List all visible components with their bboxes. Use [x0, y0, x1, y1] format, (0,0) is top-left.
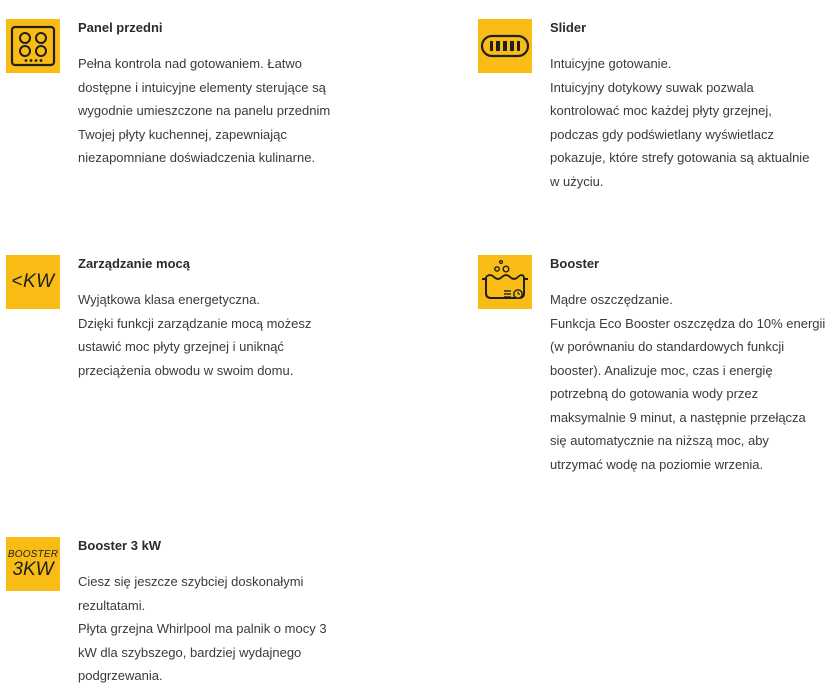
power-management-icon [6, 255, 60, 309]
feature-text [78, 19, 330, 170]
feature-description-line: Intuicyjny dotykowy suwak pozwala [550, 79, 754, 95]
slider-icon [478, 19, 532, 73]
feature-title: Booster [550, 256, 600, 271]
booster-icon-top-text: BOOSTER [7, 548, 59, 560]
feature-description-line: utrzymać wodę na poziomie wrzenia. [550, 456, 764, 472]
feature-description-line: niezapomniane doświadczenia kulinarne. [78, 150, 316, 165]
booster-3kw-icon-label [8, 550, 58, 579]
feature-description-line: potrzebną do gotowania wody przez [550, 386, 759, 401]
feature-text [550, 19, 809, 193]
feature-description-line: kW dla szybszego, bardziej wydajnego [78, 644, 302, 660]
feature-description-line: booster). Analizuje moc, czas i energię [550, 362, 773, 378]
feature-title: Zarządzanie mocą [78, 256, 190, 271]
feature-title: Panel przedni [78, 20, 163, 35]
feature-title: Booster 3 kW [78, 538, 162, 553]
hob-panel-icon [6, 19, 60, 73]
feature-description-line: maksymalnie 9 minut, a następnie przełącza [550, 409, 806, 425]
feature-text [550, 255, 825, 476]
feature-title: Slider [550, 20, 587, 35]
feature-description-line: Pełna kontrola nad gotowaniem. Łatwo [78, 56, 303, 71]
feature-description-line: w użyciu. [550, 173, 604, 189]
feature-description-line: Twojej płyty kuchennej, zapewniając [78, 126, 287, 142]
feature-description-line: Dzięki funkcji zarządzanie mocą możesz [78, 315, 312, 331]
booster-3kw-icon [6, 537, 60, 591]
feature-description-line: przeciążenia obwodu w swoim domu. [78, 362, 294, 378]
feature-description-line: dostępne i intuicyjne elementy sterujące są [78, 79, 326, 95]
feature-description-line: wygodnie umieszczone na panelu przednim [78, 103, 331, 118]
booster-icon-bottom-text: 3KW [12, 558, 54, 580]
feature-description-line: kontrolować moc każdej płyty grzejnej, [550, 103, 772, 118]
power-management-icon-label: <KW [11, 271, 55, 292]
feature-description-line: podgrzewania. [78, 668, 163, 683]
feature-text [78, 255, 311, 382]
feature-description-line: Intuicyjne gotowanie. [550, 56, 672, 71]
feature-description-line: Mądre oszczędzanie. [550, 292, 673, 307]
feature-description-line: rezultatami. [78, 597, 146, 613]
feature-description-line: pokazuje, które strefy gotowania są aktualnie [550, 150, 810, 165]
feature-description-line: Wyjątkowa klasa energetyczna. [78, 292, 260, 307]
feature-description-line: się automatycznie na niższą moc, aby [550, 433, 769, 448]
feature-description-line: Płyta grzejna Whirlpool ma palnik o mocy 3 [78, 621, 327, 636]
feature-description-line: Ciesz się jeszcze szybciej doskonałymi [78, 574, 304, 589]
feature-text [78, 537, 327, 688]
feature-description-line: podczas gdy podświetlany wyświetlacz [550, 126, 774, 142]
feature-description-line: (w porównaniu do standardowych funkcji [550, 339, 785, 354]
feature-description-line: ustawić moc płyty grzejnej i uniknąć [78, 339, 284, 354]
feature-description-line: Funkcja Eco Booster oszczędza do 10% energii [550, 315, 826, 331]
eco-booster-pot-icon [478, 255, 532, 309]
